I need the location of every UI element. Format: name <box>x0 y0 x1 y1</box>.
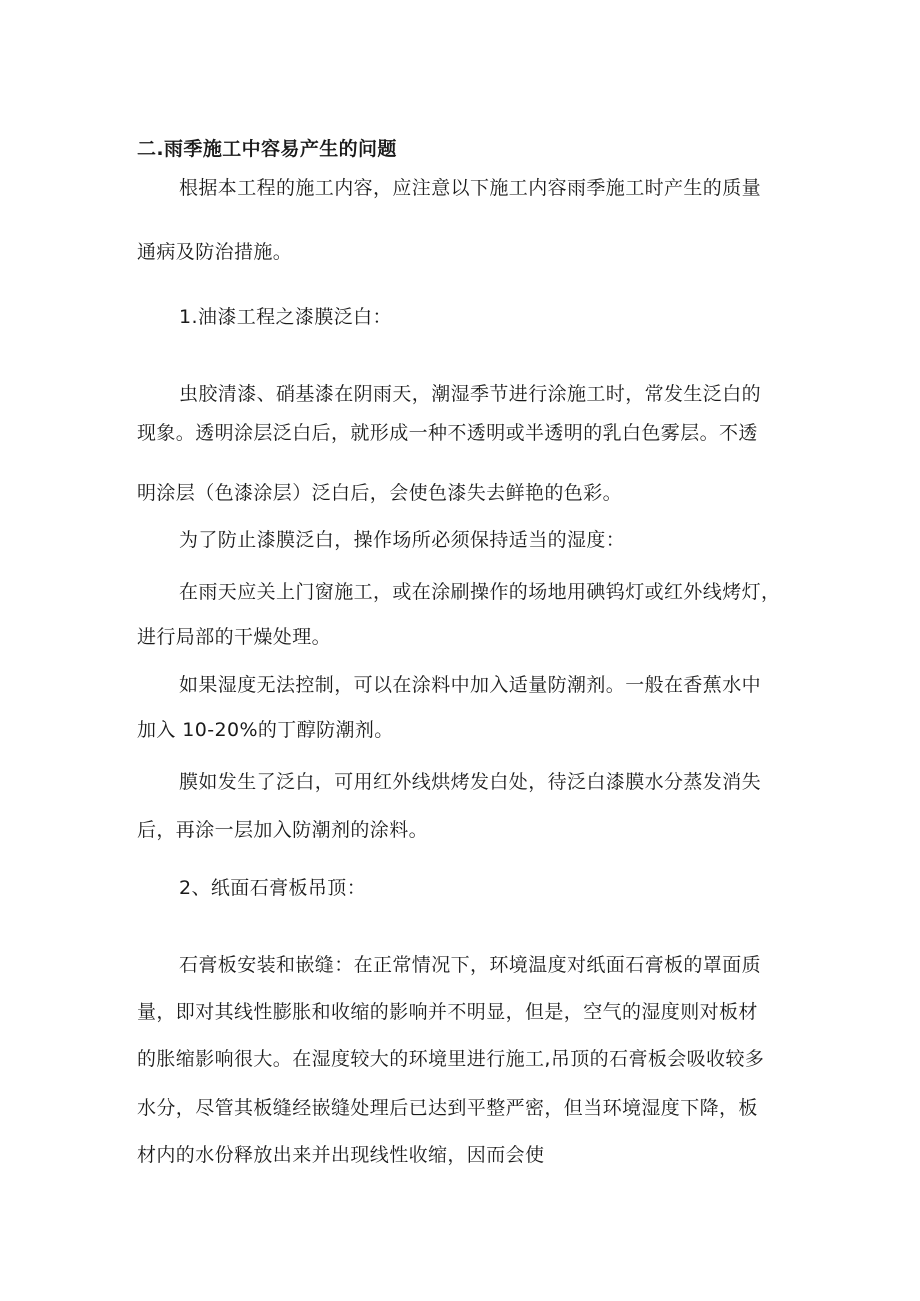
paragraph-line: 为了防止漆膜泛白，操作场所必须保持适当的湿度： <box>179 529 626 551</box>
paragraph-line: 现象。透明涂层泛白后，就形成一种不透明或半透明的乳白色雾层。不透 <box>137 422 758 444</box>
paragraph-line: 膜如发生了泛白，可用红外线烘烤发白处，待泛白漆膜水分蒸发消失 <box>179 771 762 793</box>
paragraph-line: 材内的水份释放出来并出现线性收缩，因而会使 <box>137 1144 545 1166</box>
paragraph-line: 通病及防治措施。 <box>137 241 293 263</box>
paragraph-line: 在雨天应关上门窗施工，或在涂刷操作的场地用碘钨灯或红外线烤灯， <box>179 581 781 603</box>
paragraph-line: 虫胶清漆、硝基漆在阴雨天，潮湿季节进行涂施工时，常发生泛白的 <box>179 383 762 405</box>
subheading-paint-whitening: 1.油漆工程之漆膜泛白： <box>179 306 392 328</box>
paragraph-line: 水分，尽管其板缝经嵌缝处理后已达到平整严密，但当环境湿度下降，板 <box>137 1097 758 1119</box>
section-heading: 二.雨季施工中容易产生的问题 <box>137 138 397 160</box>
paragraph-line: 加入 10-20%的丁醇防潮剂。 <box>137 719 394 741</box>
paragraph-line: 后，再涂一层加入防潮剂的涂料。 <box>137 819 429 841</box>
paragraph-line: 量，即对其线性膨胀和收缩的影响并不明显，但是，空气的湿度则对板材 <box>137 1001 758 1023</box>
paragraph-line: 明涂层（色漆涂层）泛白后，会使色漆失去鲜艳的色彩。 <box>137 482 623 504</box>
paragraph-line: 如果湿度无法控制，可以在涂料中加入适量防潮剂。一般在香蕉水中 <box>179 674 762 696</box>
subheading-gypsum-ceiling: 2、纸面石膏板吊顶： <box>179 877 367 899</box>
paragraph-line: 根据本工程的施工内容，应注意以下施工内容雨季施工时产生的质量 <box>179 177 762 199</box>
paragraph-line: 石膏板安装和嵌缝：在正常情况下，环境温度对纸面石膏板的罩面质 <box>179 954 762 976</box>
paragraph-line: 进行局部的干燥处理。 <box>137 626 332 648</box>
paragraph-line: 的胀缩影响很大。在湿度较大的环境里进行施工,吊顶的石膏板会吸收较多 <box>137 1048 765 1070</box>
